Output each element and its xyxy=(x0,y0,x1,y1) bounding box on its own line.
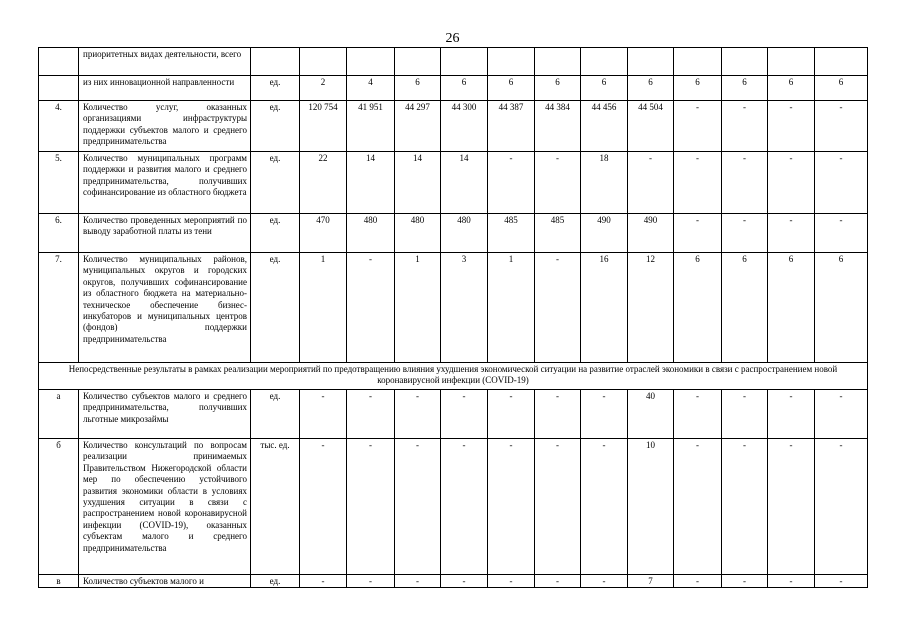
indicator-name: приоритетных видах деятельности, всего xyxy=(79,48,251,76)
row-number: 7. xyxy=(39,253,79,363)
value-cell: 16 xyxy=(581,253,628,363)
value-cell: 6 xyxy=(441,76,488,101)
value-cell: - xyxy=(722,152,768,214)
value-cell: 6 xyxy=(674,76,722,101)
unit-cell: ед. xyxy=(251,214,300,253)
table-row xyxy=(39,101,868,152)
value-cell: - xyxy=(441,390,488,439)
table-body xyxy=(39,48,868,588)
value-cell xyxy=(488,48,535,76)
table-row xyxy=(39,575,868,588)
value-cell: - xyxy=(768,390,815,439)
value-cell: 6 xyxy=(815,253,868,363)
value-cell xyxy=(628,48,674,76)
value-cell: - xyxy=(441,439,488,575)
unit-cell: ед. xyxy=(251,76,300,101)
value-cell: 490 xyxy=(581,214,628,253)
value-cell xyxy=(347,48,395,76)
value-cell: 40 xyxy=(628,390,674,439)
value-cell: - xyxy=(674,575,722,588)
indicator-name: Количество консультаций по вопросам реализации принимаемых Правительством Нижегородской области мер по обеспечению устойчивого развития экономики области в условиях ухудшения ситуации в связи с распространением новой коронавирусной инфекции (COVID-19), оказанных субъектам малого и среднего предпринимательства xyxy=(79,439,251,575)
value-cell xyxy=(674,48,722,76)
value-cell: - xyxy=(815,439,868,575)
page-number: 26 xyxy=(445,31,460,46)
value-cell xyxy=(441,48,488,76)
unit-cell: ед. xyxy=(251,390,300,439)
value-cell: 44 300 xyxy=(441,101,488,152)
value-cell: 14 xyxy=(441,152,488,214)
value-cell: - xyxy=(395,439,441,575)
value-cell: 485 xyxy=(535,214,581,253)
value-cell: 12 xyxy=(628,253,674,363)
value-cell: 4 xyxy=(347,76,395,101)
value-cell: - xyxy=(674,390,722,439)
value-cell: - xyxy=(722,390,768,439)
value-cell: - xyxy=(674,101,722,152)
value-cell: 1 xyxy=(395,253,441,363)
unit-cell: ед. xyxy=(251,575,300,588)
value-cell: - xyxy=(722,439,768,575)
value-cell: 18 xyxy=(581,152,628,214)
value-cell: - xyxy=(768,439,815,575)
value-cell: - xyxy=(347,439,395,575)
value-cell: 1 xyxy=(300,253,347,363)
value-cell: 485 xyxy=(488,214,535,253)
value-cell: 6 xyxy=(395,76,441,101)
value-cell: 6 xyxy=(768,253,815,363)
value-cell: - xyxy=(300,390,347,439)
value-cell: - xyxy=(815,575,868,588)
indicator-name: Количество субъектов малого и xyxy=(79,575,251,588)
value-cell: - xyxy=(300,575,347,588)
value-cell: 14 xyxy=(347,152,395,214)
row-number: а xyxy=(39,390,79,439)
unit-cell: ед. xyxy=(251,101,300,152)
table-row xyxy=(39,152,868,214)
value-cell: 3 xyxy=(441,253,488,363)
value-cell: - xyxy=(581,575,628,588)
row-number: 6. xyxy=(39,214,79,253)
unit-cell: ед. xyxy=(251,253,300,363)
value-cell: - xyxy=(768,214,815,253)
value-cell: 120 754 xyxy=(300,101,347,152)
value-cell: - xyxy=(674,152,722,214)
value-cell: - xyxy=(535,575,581,588)
table-row xyxy=(39,76,868,101)
value-cell: 10 xyxy=(628,439,674,575)
value-cell: 480 xyxy=(395,214,441,253)
value-cell: - xyxy=(581,390,628,439)
indicator-name: из них инновационной направленности xyxy=(79,76,251,101)
value-cell: - xyxy=(768,152,815,214)
value-cell: - xyxy=(300,439,347,575)
table-row xyxy=(39,439,868,575)
value-cell: - xyxy=(815,152,868,214)
value-cell: - xyxy=(347,253,395,363)
value-cell: - xyxy=(395,575,441,588)
unit-cell xyxy=(251,48,300,76)
value-cell: 6 xyxy=(488,76,535,101)
value-cell: - xyxy=(815,390,868,439)
table-row xyxy=(39,390,868,439)
value-cell: 490 xyxy=(628,214,674,253)
value-cell: - xyxy=(488,439,535,575)
value-cell xyxy=(768,48,815,76)
value-cell: - xyxy=(674,214,722,253)
indicator-name: Количество муниципальных районов, муниципальных округов и городских округов, получивших софинансирование из областного бюджета на материально-техническое обеспечение бизнес-инкубаторов и муниципальных центров (фондов) поддержки предпринимательства xyxy=(79,253,251,363)
value-cell: - xyxy=(535,152,581,214)
value-cell: 480 xyxy=(347,214,395,253)
value-cell xyxy=(395,48,441,76)
value-cell: 44 387 xyxy=(488,101,535,152)
value-cell: 6 xyxy=(581,76,628,101)
value-cell: 44 504 xyxy=(628,101,674,152)
value-cell: 6 xyxy=(674,253,722,363)
value-cell xyxy=(535,48,581,76)
value-cell: - xyxy=(488,390,535,439)
value-cell xyxy=(581,48,628,76)
value-cell: - xyxy=(395,390,441,439)
value-cell: - xyxy=(722,214,768,253)
value-cell: - xyxy=(722,101,768,152)
value-cell xyxy=(300,48,347,76)
section-row xyxy=(39,363,868,390)
value-cell: - xyxy=(581,439,628,575)
value-cell: 22 xyxy=(300,152,347,214)
table-row xyxy=(39,214,868,253)
row-number: 5. xyxy=(39,152,79,214)
indicators-table xyxy=(38,47,868,588)
value-cell: - xyxy=(815,214,868,253)
row-number: б xyxy=(39,439,79,575)
value-cell: 470 xyxy=(300,214,347,253)
value-cell: 6 xyxy=(722,253,768,363)
indicator-name: Количество услуг, оказанных организациями инфраструктуры поддержки субъектов малого и среднего предпринимательства xyxy=(79,101,251,152)
indicator-name: Количество муниципальных программ поддержки и развития малого и среднего предпринимательства, получивших софинансирование из областного бюджета xyxy=(79,152,251,214)
value-cell: 41 951 xyxy=(347,101,395,152)
value-cell: - xyxy=(535,390,581,439)
value-cell: - xyxy=(347,575,395,588)
value-cell: 6 xyxy=(628,76,674,101)
value-cell xyxy=(722,48,768,76)
value-cell: - xyxy=(441,575,488,588)
row-number xyxy=(39,48,79,76)
value-cell: 44 297 xyxy=(395,101,441,152)
value-cell: 1 xyxy=(488,253,535,363)
row-number xyxy=(39,76,79,101)
value-cell xyxy=(815,48,868,76)
value-cell: - xyxy=(535,253,581,363)
section-title: Непосредственные результаты в рамках реализации мероприятий по предотвращению влияния ухудшения экономической ситуации на развитие отраслей экономики в связи с распространением новой коронавирусной инфекции (COVID-19) xyxy=(39,363,868,390)
value-cell: 6 xyxy=(535,76,581,101)
value-cell: - xyxy=(488,152,535,214)
value-cell: - xyxy=(722,575,768,588)
value-cell: 44 456 xyxy=(581,101,628,152)
value-cell: - xyxy=(768,101,815,152)
value-cell: 7 xyxy=(628,575,674,588)
table-row xyxy=(39,48,868,76)
value-cell: - xyxy=(674,439,722,575)
value-cell: - xyxy=(815,101,868,152)
value-cell: - xyxy=(488,575,535,588)
value-cell: - xyxy=(535,439,581,575)
value-cell: 2 xyxy=(300,76,347,101)
value-cell: 14 xyxy=(395,152,441,214)
row-number: в xyxy=(39,575,79,588)
unit-cell: ед. xyxy=(251,152,300,214)
value-cell: 44 384 xyxy=(535,101,581,152)
unit-cell: тыс. ед. xyxy=(251,439,300,575)
row-number: 4. xyxy=(39,101,79,152)
value-cell: 6 xyxy=(815,76,868,101)
value-cell: - xyxy=(768,575,815,588)
value-cell: - xyxy=(628,152,674,214)
table-row xyxy=(39,253,868,363)
indicator-name: Количество субъектов малого и среднего предпринимательства, получивших льготные микрозаймы xyxy=(79,390,251,439)
value-cell: 6 xyxy=(768,76,815,101)
value-cell: - xyxy=(347,390,395,439)
indicator-name: Количество проведенных мероприятий по выводу заработной платы из тени xyxy=(79,214,251,253)
value-cell: 6 xyxy=(722,76,768,101)
value-cell: 480 xyxy=(441,214,488,253)
